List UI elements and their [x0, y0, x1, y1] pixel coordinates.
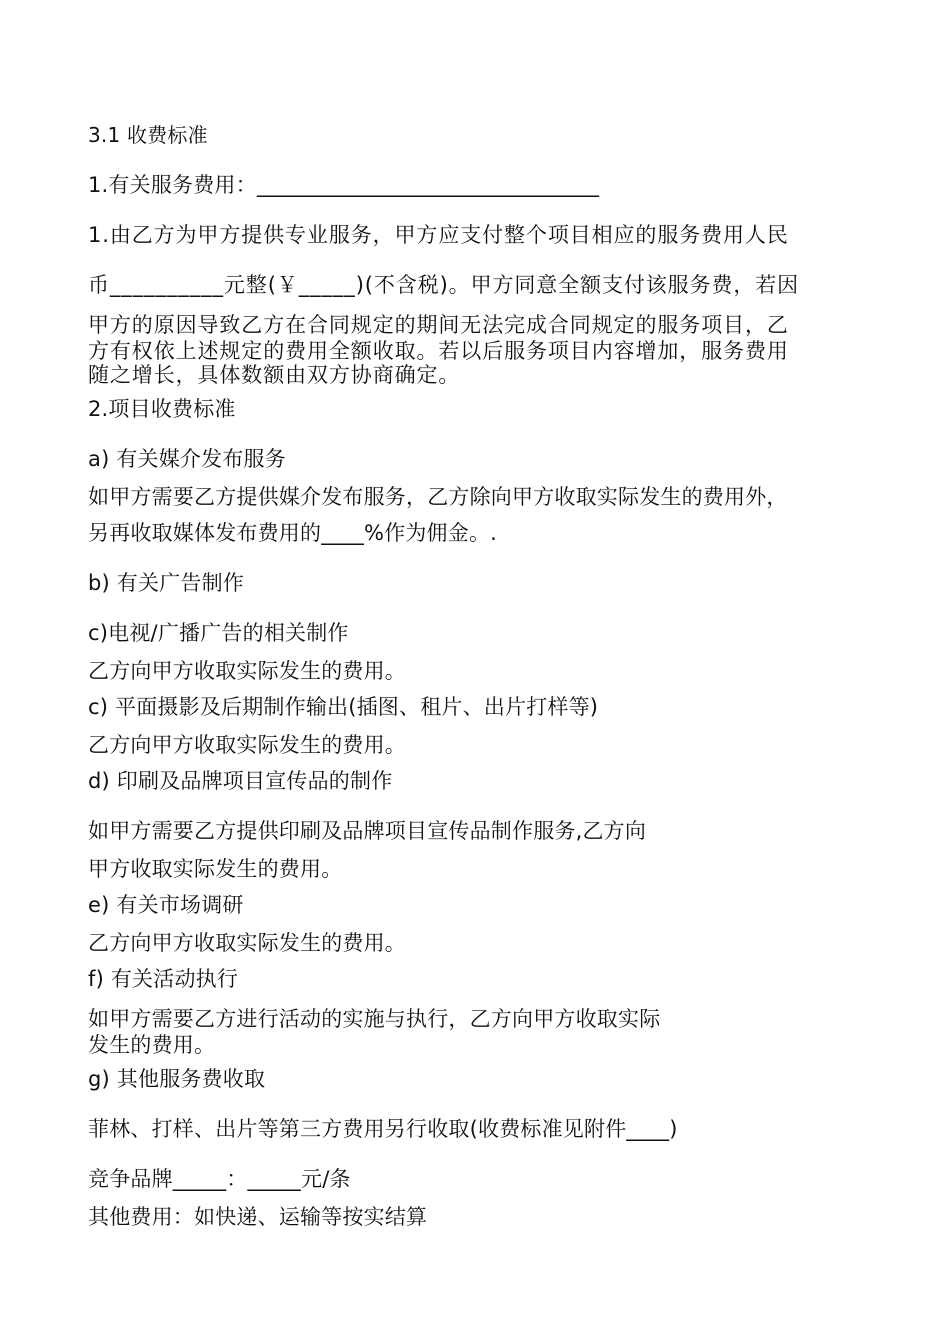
item-d-title: d) 印刷及品牌项目宣传品的制作 [88, 769, 393, 793]
item-a-text-line-1: 如甲方需要乙方提供媒介发布服务，乙方除向甲方收取实际发生的费用外， [88, 485, 788, 509]
item-c2-text: 乙方向甲方收取实际发生的费用。 [88, 733, 406, 757]
item-d-text-line-1: 如甲方需要乙方提供印刷及品牌项目宣传品制作服务,乙方向 [88, 819, 647, 843]
item-f-text-line-1: 如甲方需要乙方进行活动的实施与执行，乙方向甲方收取实际 [88, 1007, 661, 1031]
item-g-text-line-3: 其他费用：如快递、运输等按实结算 [88, 1205, 428, 1229]
item-a-text-line-2: 另再收取媒体发布费用的____%作为佣金。. [88, 521, 498, 545]
paragraph-1-line-3: 甲方的原因导致乙方在合同规定的期间无法完成合同规定的服务项目，乙 [88, 313, 789, 337]
paragraph-1-line-4: 方有权依上述规定的费用全额收取。若以后服务项目内容增加，服务费用 [88, 339, 789, 363]
item-f-text-line-2: 发生的费用。 [88, 1033, 216, 1057]
item-d-text-line-2: 甲方收取实际发生的费用。 [88, 857, 343, 881]
paragraph-1-line-1: 1.由乙方为甲方提供专业服务，甲方应支付整个项目相应的服务费用人民 [88, 223, 789, 247]
item-a-title: a) 有关媒介发布服务 [88, 447, 286, 471]
item-g-text-line-1: 菲林、打样、出片等第三方费用另行收取(收费标准见附件____) [88, 1117, 678, 1141]
service-fee-line: 1.有关服务费用：________________________________ [88, 173, 600, 197]
paragraph-1-line-5: 随之增长，具体数额由双方协商确定。 [88, 363, 461, 387]
item-c1-text: 乙方向甲方收取实际发生的费用。 [88, 659, 406, 683]
item-g-text-line-2: 竞争品牌_____：_____元/条 [88, 1167, 351, 1191]
item-e-title: e) 有关市场调研 [88, 893, 244, 917]
item-e-text: 乙方向甲方收取实际发生的费用。 [88, 931, 406, 955]
item-g-title: g) 其他服务费收取 [88, 1067, 266, 1091]
paragraph-1-line-2: 币__________元整(￥_____)(不含税)。甲方同意全额支付该服务费，若因 [88, 273, 800, 297]
item-f-title: f) 有关活动执行 [88, 967, 239, 991]
item-c1-title: c)电视/广播广告的相关制作 [88, 621, 349, 645]
section-heading: 3.1 收费标准 [88, 123, 208, 147]
item-b-title: b) 有关广告制作 [88, 571, 244, 595]
section-2-heading: 2.项目收费标准 [88, 397, 236, 421]
item-c2-title: c) 平面摄影及后期制作输出(插图、租片、出片打样等) [88, 695, 599, 719]
